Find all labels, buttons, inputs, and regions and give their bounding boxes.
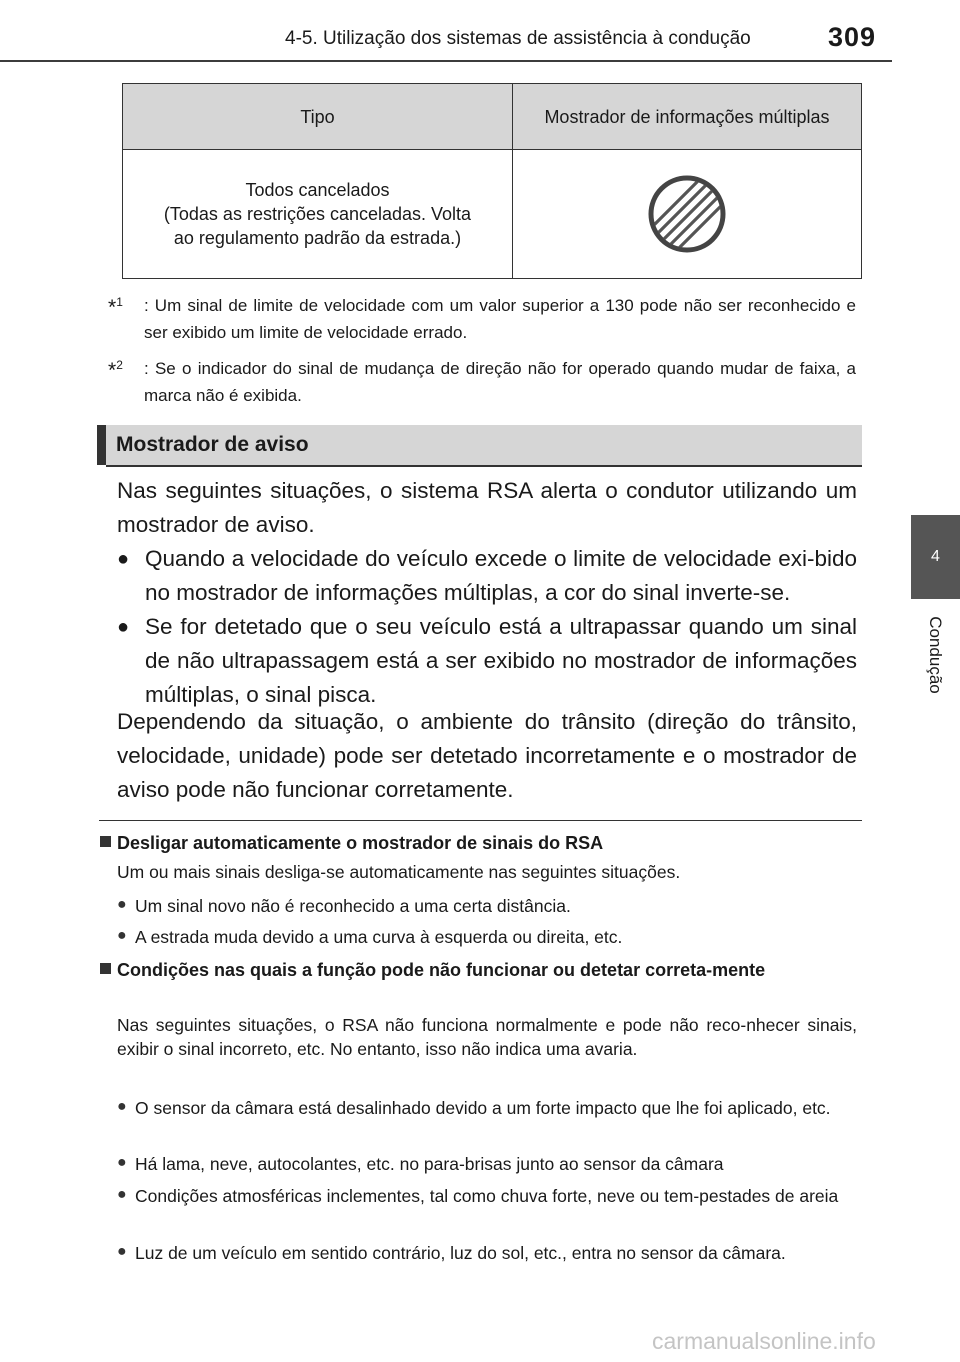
list-item: ● O sensor da câmara está desalinhado devido a um forte impacto que lhe foi aplicado, etc. <box>117 1096 857 1120</box>
square-bullet-icon <box>100 836 111 847</box>
footnote-1 <box>108 292 856 346</box>
end-of-all-restrictions-sign-icon <box>647 174 727 254</box>
bullet-icon: ● <box>117 1243 127 1260</box>
footnote-marker: *$^2$ <box>108 358 123 382</box>
table-cell-type-line1: Todos cancelados <box>245 180 390 200</box>
sign-types-table <box>122 83 862 279</box>
subsection-heading: Condições nas quais a função pode não funcionar ou detetar correta-mente <box>100 958 860 982</box>
table-header-display: Mostrador de informações múltiplas <box>544 106 830 127</box>
bullet-icon: ● <box>117 1186 127 1203</box>
divider <box>99 820 862 821</box>
list-item: ● Há lama, neve, autocolantes, etc. no para-brisas junto ao sensor da câmara <box>117 1152 857 1176</box>
footnote-text: : Se o indicador do sinal de mudança de direção não for operado quando mudar de faixa, a marca não é exibida. <box>144 359 856 405</box>
footnote-text: : Um sinal de limite de velocidade com um valor superior a 130 pode não ser reconhecido e ser exibido um limite de velocidade errado. <box>144 296 856 342</box>
page-number: 309 <box>828 22 877 52</box>
bullet-icon: ● <box>117 616 130 638</box>
section-intro: Nas seguintes situações, o sistema RSA alerta o condutor utilizando um mostrador de aviso. <box>117 478 857 537</box>
bullet-icon: ● <box>117 548 130 570</box>
bullet-icon: ● <box>117 927 127 944</box>
bullet-icon: ● <box>117 896 127 913</box>
list-item: ● Luz de um veículo em sentido contrário, luz do sol, etc., entra no sensor da câmara. <box>117 1241 857 1265</box>
footnote-2 <box>108 355 856 409</box>
table-cell-type <box>123 150 512 278</box>
list-item: ● Quando a velocidade do veículo excede o limite de velocidade exi-bido no mostrador de informações múltiplas, a cor do sinal inverte-se. <box>117 542 857 610</box>
subsection-text: Nas seguintes situações, o RSA não funciona normalmente e pode não reco-nhecer sinais, exibir o sinal incorreto, etc. No entanto, isso não indica uma avaria. <box>117 1015 857 1059</box>
table-cell-type-line3: ao regulamento padrão da estrada.) <box>173 228 462 248</box>
square-bullet-icon <box>100 963 111 974</box>
subsection-heading: Desligar automaticamente o mostrador de sinais do RSA <box>100 831 860 855</box>
chapter-tab <box>911 515 960 599</box>
table-cell-display <box>513 150 861 278</box>
table-header-type: Tipo <box>300 106 335 127</box>
running-header-title: 4-5. Utilização dos sistemas de assistência à condução <box>285 28 751 49</box>
subsection-text: Um ou mais sinais desliga-se automaticamente nas seguintes situações. <box>117 862 681 882</box>
list-item: ● Condições atmosféricas inclementes, tal como chuva forte, neve ou tem-pestades de areia <box>117 1184 857 1208</box>
chapter-tab-number: 4 <box>931 548 940 565</box>
header-rule <box>0 60 892 62</box>
table-cell-type-line2: (Todas as restrições canceladas. Volta <box>163 204 472 224</box>
list-item: ● Se for detetado que o seu veículo está a ultrapassar quando um sinal de não ultrapassagem está a ser exibido no mostrador de informações múltiplas, o sinal pisca. <box>117 610 857 712</box>
chapter-tab-label: Condução <box>926 616 946 694</box>
section-note: Dependendo da situação, o ambiente do trânsito (direção do trânsito, velocidade, unidade) pode ser detetado incorretamente e o mostrador de aviso pode não funcionar corretamente. <box>117 709 857 802</box>
section-header <box>97 425 862 465</box>
bullet-icon: ● <box>117 1154 127 1171</box>
list-item: ● Um sinal novo não é reconhecido a uma certa distância. <box>117 894 857 918</box>
list-item: ● A estrada muda devido a uma curva à esquerda ou direita, etc. <box>117 925 857 949</box>
section-title: Mostrador de aviso <box>116 433 309 456</box>
watermark: carmanualsonline.info <box>652 1328 876 1354</box>
footnote-marker: *$^1$ <box>108 295 123 319</box>
bullet-icon: ● <box>117 1098 127 1115</box>
